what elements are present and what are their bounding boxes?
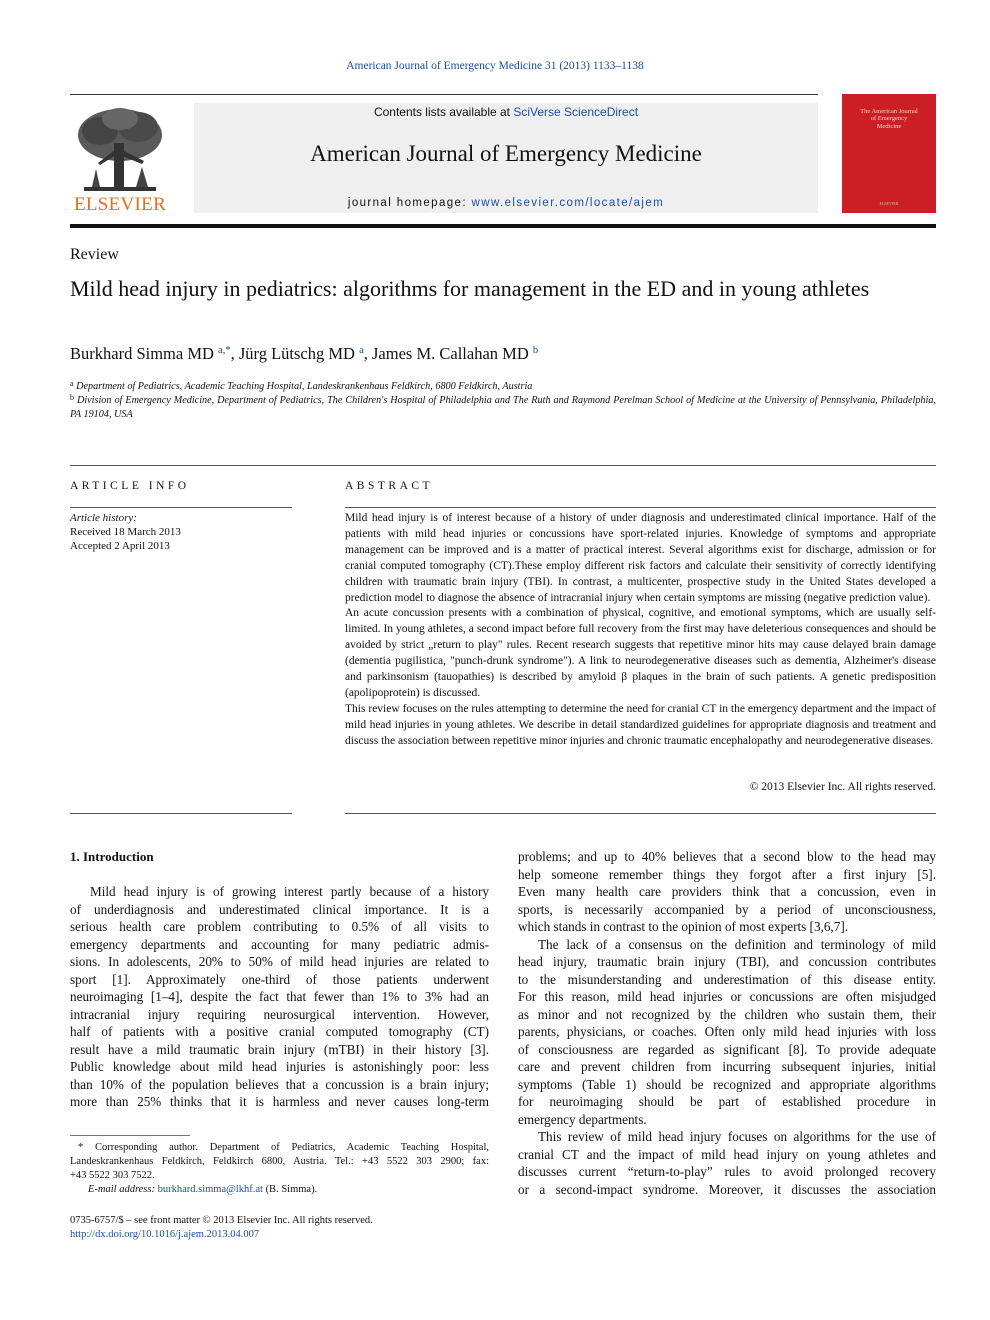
text-line: emergency departments. — [518, 1111, 647, 1127]
author-name[interactable]: Burkhard Simma MD — [70, 344, 214, 363]
text-line: than 10% of the population believes that a concussion is a brain injury; — [70, 1076, 489, 1092]
abstract-bottom-rule — [345, 813, 936, 814]
text-line: emergency departments and accounting for many pediatric admis- — [70, 936, 489, 952]
text-line: or a second-impact syndrome. Moreover, it discusses the association — [518, 1181, 936, 1197]
abstract-paragraph: An acute concussion presents with a combination of physical, cognitive, and emotional symptoms, which are usually self-limited. In young athletes, a second impact before full recovery from the first may have deleterious consequences and should be avoided by strict „return to play" rules. Recent research suggests that repetitive minor hits may cause delayed brain damage (dementia pugilistica, "punch-drunk syndrome"). A link to neurodegenerative diseases such as dementia, Alzheimer's disease and parkinsonism (tauopathies) is described by amyloid β plaques in the brain of such patients. A genetic predisposition (apolipoprotein) is discussed. — [345, 607, 936, 699]
text-line: The lack of a consensus on the definition and terminology of mild — [538, 936, 936, 952]
info-heading-rule — [70, 507, 292, 508]
text-line: as minor and not recognized by the children who sustain them, their — [518, 1006, 936, 1022]
journal-homepage-link[interactable]: www.elsevier.com/locate/ajem — [471, 197, 665, 209]
author-name[interactable]: James M. Callahan MD — [372, 344, 529, 363]
author-marks[interactable]: b — [532, 345, 539, 356]
text-line: sports, is necessarily accompanied by a period of unconsciousness, — [518, 901, 936, 917]
author-email-link[interactable]: burkhard.simma@lkhf.at — [157, 1184, 263, 1195]
text-line: serious health care problem contributing to 0.5% of all visits to — [70, 919, 489, 934]
text-line: head injury, traumatic brain injury (TBI), and concussion contributes — [518, 954, 936, 969]
text-line: result have a mild traumatic brain injury (mTBI) in their history [3]. — [70, 1041, 489, 1057]
article-history-label: Article history: — [70, 512, 137, 524]
footnote-line: Landeskrankenhaus Feldkirch, Feldkirch 6800, Austria. Tel.: +43 5522 303 2900; fax: — [70, 1156, 489, 1167]
cover-publisher: ELSEVIER — [879, 201, 899, 207]
text-line: half of patients with a positive cranial computed tomography (CT) — [70, 1024, 489, 1039]
header-thick-rule — [70, 224, 936, 228]
sciencedirect-link[interactable]: SciVerse ScienceDirect — [513, 105, 639, 119]
text-line: Public knowledge about mild head injuries is astonishingly poor: less — [70, 1059, 489, 1074]
journal-cover-thumbnail[interactable] — [842, 94, 936, 213]
journal-title: American Journal of Emergency Medicine — [310, 141, 702, 166]
abstract-copyright: © 2013 Elsevier Inc. All rights reserved. — [749, 781, 936, 793]
text-line: of underdiagnosis and underestimated clinical importance. It is a — [70, 901, 489, 917]
received-date: Received 18 March 2013 — [70, 526, 181, 538]
homepage-prefix: journal homepage: — [347, 197, 472, 209]
text-line: This review of mild head injury focuses on algorithms for the use of — [538, 1129, 936, 1144]
journal-homepage-line — [194, 197, 818, 209]
author-separator: , — [363, 344, 373, 363]
text-line: problems; and up to 40% believes that a second blow to the head may — [518, 849, 936, 864]
header-top-rule — [70, 94, 818, 95]
author-marks[interactable]: a,* — [218, 345, 231, 356]
author-separator: , — [230, 344, 239, 363]
affiliation-text: Division of Emergency Medicine, Department of Pediatrics, The Children's Hospital of Philadelphia and The Ruth and Raymond Perelman School of Medicine at the University of Pennsylvania, Philadelphia, PA 19104, USA — [70, 395, 936, 420]
affiliation-text: Department of Pediatrics, Academic Teaching Hospital, Landeskrankenhaus Feldkirch, 6800 Feldkirch, Austria — [76, 381, 533, 392]
text-line: cranial CT and the impact of mild head injury on young athletes and — [518, 1146, 936, 1162]
text-line: for neuroimaging should be part of established procedure in — [518, 1094, 936, 1109]
text-line: For this reason, mild head injuries or concussions are often misjudged — [518, 989, 936, 1004]
text-line: Even many health care providers think that a concussion, even in — [518, 884, 936, 899]
text-line: help someone remember things they forgot after a first injury [5]. — [518, 866, 936, 882]
contents-available-line — [194, 105, 818, 119]
journal-citation[interactable]: American Journal of Emergency Medicine 31 (2013) 1133–1138 — [346, 60, 644, 72]
issn-line: 0735-6757/$ – see front matter © 2013 Elsevier Inc. All rights reserved. — [70, 1215, 373, 1226]
intro-right-column — [518, 848, 936, 1198]
text-line: sions. In adolescents, 20% to 50% of mild head injuries are related to — [70, 954, 489, 969]
affiliation-mark: b — [70, 393, 74, 402]
text-line: neuroimaging [1–4], despite the fact that fewer than 1% to 3% had an — [70, 989, 489, 1004]
abstract-paragraph: This review focuses on the rules attempting to determine the need for cranial CT in the emergency department and the impact of mild head injuries in young athletes. We describe in detail standardized guidelines for appropriate diagnosis and treatment and discuss the association between repetitive minor injuries and chronic traumatic encephalopathy and neurodegenerative diseases. — [345, 702, 936, 747]
text-line: more than 25% thinks that it is harmless and never causes long-term — [70, 1094, 489, 1109]
section-type: Review — [70, 246, 119, 263]
contents-prefix: Contents lists available at — [373, 105, 514, 119]
text-line: which stands in contrast to the opinion of most experts [3,6,7]. — [518, 919, 849, 934]
author-list — [70, 344, 930, 364]
doi-link[interactable]: http://dx.doi.org/10.1016/j.ajem.2013.04.007 — [70, 1229, 260, 1240]
affiliation-mark: a — [70, 379, 74, 388]
info-bottom-rule — [70, 813, 292, 814]
corresponding-author-footnote — [70, 1141, 489, 1197]
article-info-heading: ARTICLE INFO — [70, 480, 190, 492]
info-top-rule — [70, 465, 936, 466]
text-line: discusses current “return-to-play” rules to avoid prolonged recovery — [518, 1164, 936, 1179]
footnote-line: * Corresponding author. Department of Pediatrics, Academic Teaching Hospital, — [78, 1142, 489, 1153]
text-line: symptoms (Table 1) should be recognized and appropriate algorithms — [518, 1076, 936, 1092]
footnote-rule — [70, 1135, 190, 1136]
abstract-paragraph: Mild head injury is of interest because of a history of under diagnosis and underestimated clinical importance. Half of the patients with mild head injuries or concussions have sport-related injuries. Knowledge of symptoms and appropriate management can be improved and is a matter of practical interest. Several algorithms exist for discharge, admission or for cranial computed tomography (CT).These employ different risk factors and calculate their sensitivity of correctly identifying children with traumatic brain injury (TBI). In contrast, a multicenter, prospective study in the United States developed a prediction model to diagnose the absence of intracranial injury when certain symptoms are missing (negative prediction value). — [345, 512, 936, 604]
text-line: parents, physicians, or coaches. Often only mild head injuries with loss — [518, 1024, 936, 1039]
text-line: sport [1]. Approximately one-third of those patients underwent — [70, 971, 489, 987]
author-name[interactable]: Jürg Lütschg MD — [238, 344, 355, 363]
footnote-line: +43 5522 303 7522. — [70, 1170, 155, 1181]
introduction-heading: 1. Introduction — [70, 849, 154, 864]
accepted-date: Accepted 2 April 2013 — [70, 540, 170, 552]
author-marks[interactable]: a — [359, 345, 364, 356]
article-title: Mild head injury in pediatrics: algorithms for management in the ED and in young athletes — [70, 276, 870, 301]
text-line: Mild head injury is of growing interest partly because of a history — [90, 884, 489, 899]
text-line: to the misunderstanding and underestimation of this disease entity. — [518, 971, 936, 987]
elsevier-wordmark: ELSEVIER — [73, 194, 167, 215]
email-label: E-mail address: — [88, 1184, 158, 1195]
intro-left-column — [70, 883, 489, 1111]
text-line: of consciousness are regarded as significant [8]. To provide adequate — [518, 1041, 936, 1057]
text-line: intracranial injury requiring neurosurgical intervention. However, — [70, 1006, 489, 1022]
abstract-heading: ABSTRACT — [345, 480, 434, 492]
abstract-heading-rule — [345, 507, 936, 508]
text-line: care and prevent children from incurring subsequent injuries, initial — [518, 1059, 936, 1074]
cover-title: The American Journal of Emergency Medicine — [860, 108, 918, 130]
abstract-body — [345, 511, 936, 750]
footnote-email-line — [70, 1183, 489, 1197]
email-suffix: (B. Simma). — [262, 1184, 318, 1195]
affiliation-b — [70, 391, 936, 422]
